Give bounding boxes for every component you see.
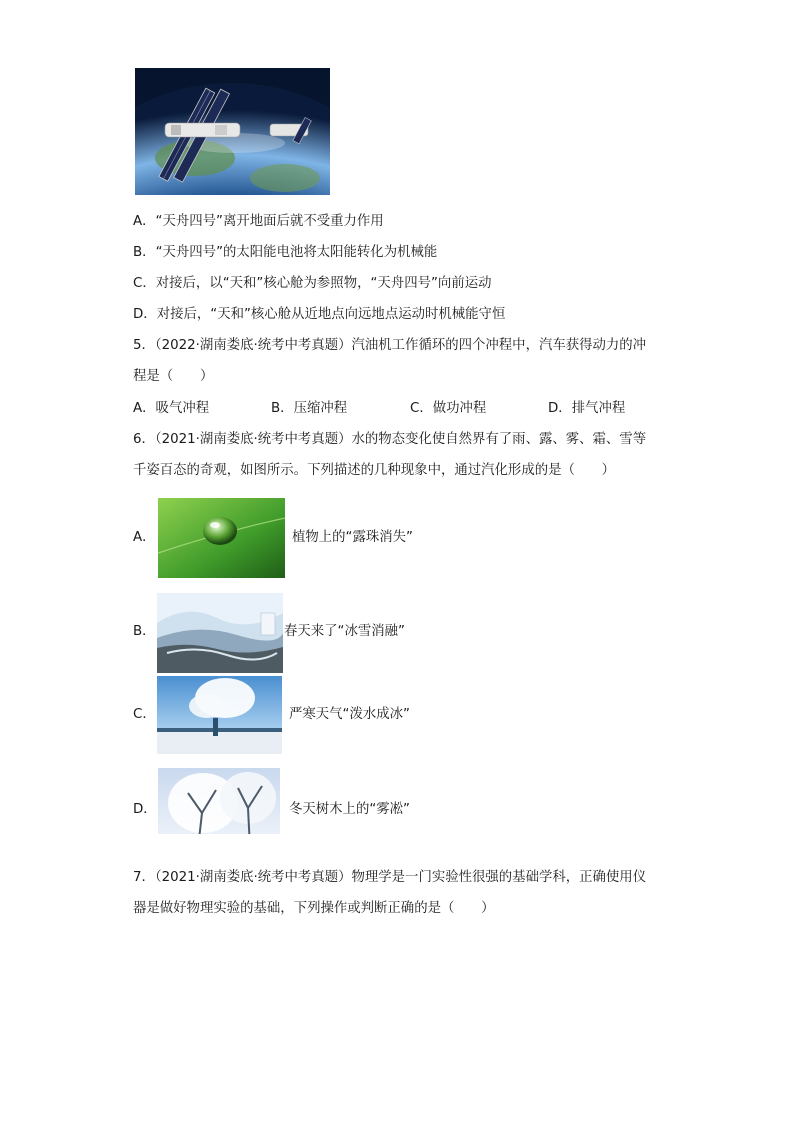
rime-tree-image (158, 768, 280, 849)
dewdrop-image (158, 498, 285, 578)
q6-option-a-label: A． (133, 530, 156, 545)
q6-option-a-text: 植物上的“露珠消失” (292, 530, 413, 545)
q6-stem-line2: 千姿百态的奇观，如图所示。下列描述的几种现象中，通过汽化形成的是（ ） (133, 463, 616, 478)
q5-option-c: C．做功冲程 (410, 401, 487, 416)
q7-stem-line2: 器是做好物理实验的基础，下列操作或判断正确的是（ ） (133, 901, 495, 916)
q6-option-d-label: D． (133, 802, 157, 817)
q4-option-d: D．对接后，“天和”核心舱从近地点向远地点运动时机械能守恒 (133, 307, 506, 322)
space-station-image (135, 68, 330, 195)
ice-melting-image (157, 593, 283, 673)
throwing-water-image (157, 676, 282, 754)
q5-stem-line2: 程是（ ） (133, 369, 214, 384)
q5-stem-line1: 5．（2022·湖南娄底·统考中考真题）汽油机工作循环的四个冲程中，汽车获得动力的冲 (133, 338, 647, 353)
q6-stem-line1: 6．（2021·湖南娄底·统考中考真题）水的物态变化使自然界有了雨、露、雾、霜、雪等 (133, 432, 647, 447)
q6-option-d-text: 冬天树木上的“雾凇” (289, 802, 410, 817)
q4-option-c: C．对接后，以“天和”核心舱为参照物，“天舟四号”向前运动 (133, 276, 492, 291)
q4-option-a: A．“天舟四号”离开地面后就不受重力作用 (133, 214, 384, 229)
q6-option-b-text: 春天来了“冰雪消融” (284, 624, 405, 639)
q6-option-b-label: B． (133, 624, 156, 639)
q5-option-d: D．排气冲程 (548, 401, 626, 416)
q6-option-c-label: C． (133, 707, 156, 722)
q5-option-b: B．压缩冲程 (271, 401, 348, 416)
q4-option-b: B．“天舟四号”的太阳能电池将太阳能转化为机械能 (133, 245, 438, 260)
q5-option-a: A．吸气冲程 (133, 401, 210, 416)
q7-stem-line1: 7．（2021·湖南娄底·统考中考真题）物理学是一门实验性很强的基础学科，正确使用仪 (133, 870, 647, 885)
q6-option-c-text: 严寒天气“泼水成冰” (289, 707, 410, 722)
